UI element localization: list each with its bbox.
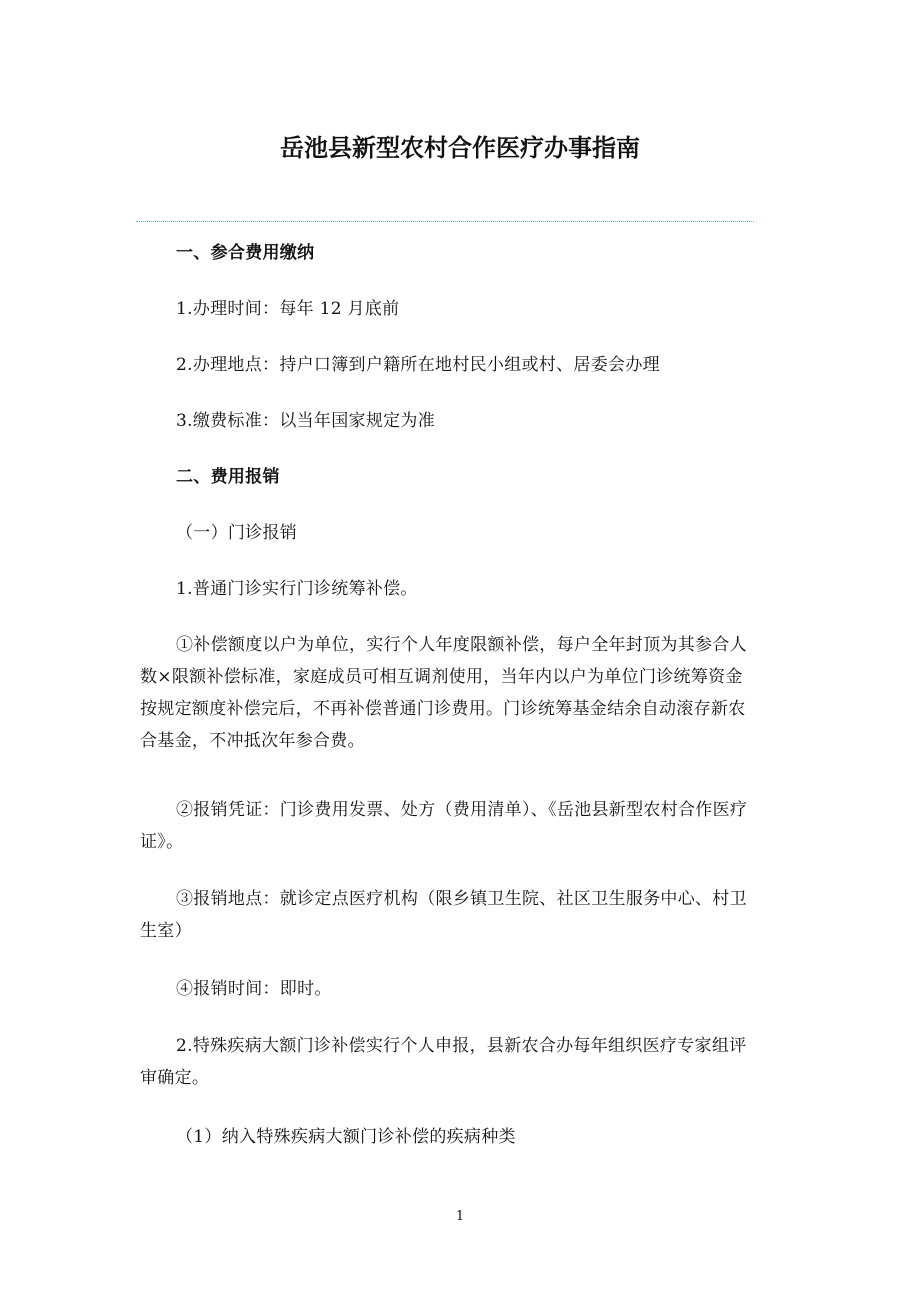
page-number: 1 bbox=[455, 1209, 465, 1224]
section-heading-reimbursement: 二、费用报销 bbox=[176, 467, 280, 487]
paragraph: ①补偿额度以户为单位，实行个人年度限额补偿，每户全年封顶为其参合人数×限额补偿标准，家庭成员可相互调剂使用，当年内以户为单位门诊统筹资金按规定额度补偿完后，不再补偿普通门诊费用。门诊统筹基金结余自动滚存新农合基金，不冲抵次年参合费。 bbox=[140, 635, 747, 751]
subsection-heading-outpatient: （一）门诊报销 bbox=[176, 523, 298, 543]
title-divider bbox=[136, 221, 754, 222]
paragraph: 1.办理时间：每年 12 月底前 bbox=[176, 299, 400, 319]
section-heading-fee-payment: 一、参合费用缴纳 bbox=[176, 243, 315, 263]
document-title: 岳池县新型农村合作医疗办事指南 bbox=[280, 134, 640, 162]
paragraph: ④报销时间：即时。 bbox=[176, 979, 332, 999]
paragraph: 2.办理地点：持户口簿到户籍所在地村民小组或村、居委会办理 bbox=[176, 355, 660, 375]
paragraph: 3.缴费标准：以当年国家规定为准 bbox=[176, 411, 436, 431]
paragraph: （1）纳入特殊疾病大额门诊补偿的疾病种类 bbox=[176, 1127, 516, 1147]
paragraph: 2.特殊疾病大额门诊补偿实行个人申报，县新农合办每年组织医疗专家组评审确定。 bbox=[140, 1036, 747, 1088]
paragraph: ③报销地点：就诊定点医疗机构（限乡镇卫生院、社区卫生服务中心、村卫生室） bbox=[140, 889, 747, 941]
paragraph: 1.普通门诊实行门诊统筹补偿。 bbox=[176, 579, 418, 599]
paragraph: ②报销凭证：门诊费用发票、处方（费用清单）、《岳池县新型农村合作医疗证》。 bbox=[140, 800, 748, 852]
